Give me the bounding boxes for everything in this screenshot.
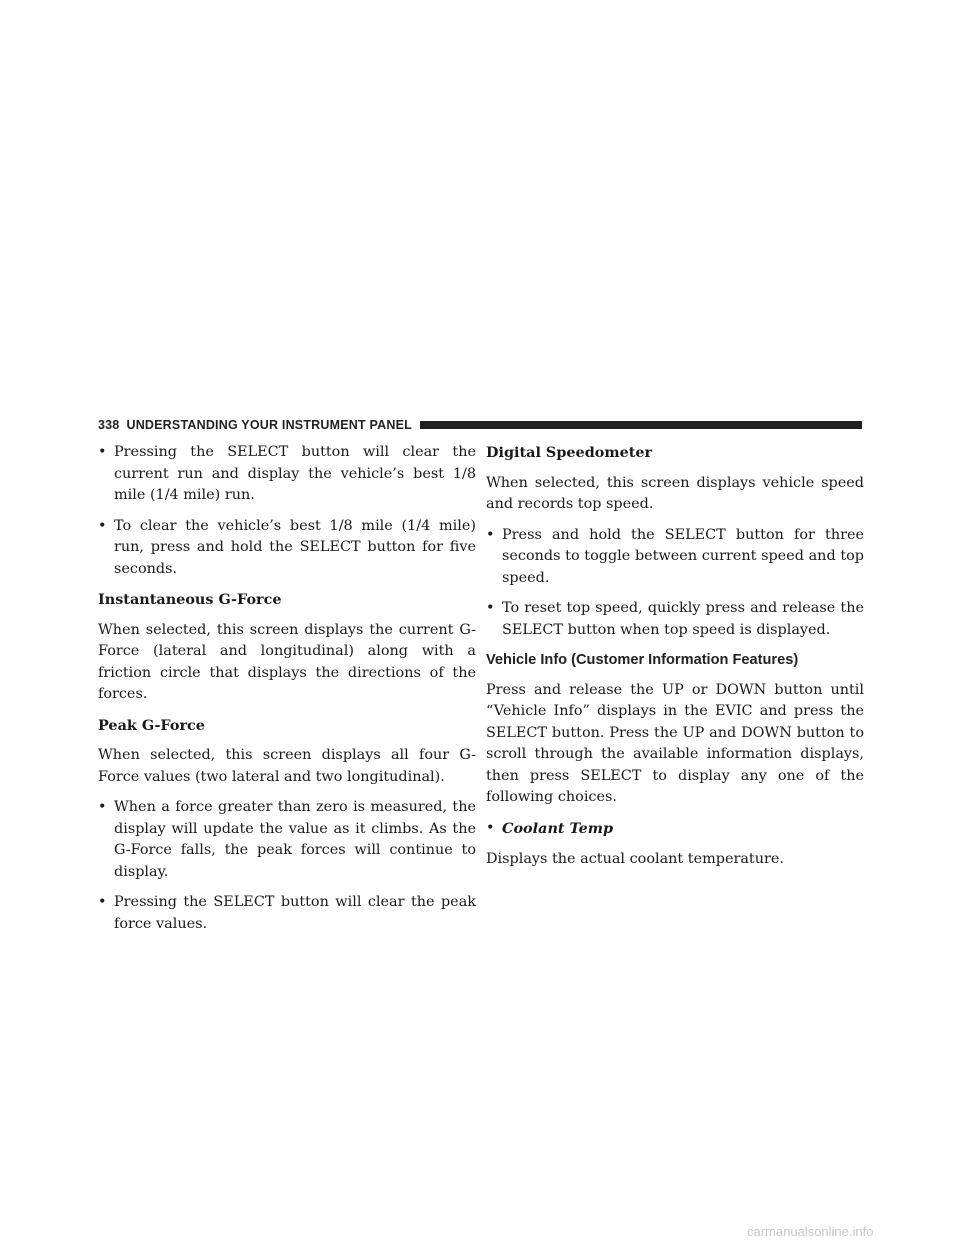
- coolant-temp-text: Displays the actual coolant temperature.: [486, 851, 784, 867]
- list-item-text: Pressing the SELECT button will clear the current run and display the vehicle’s best 1/8 mile (1/4 mile) run.: [114, 444, 476, 503]
- list-item-text: To clear the vehicle’s best 1/8 mile (1/4 mile) run, press and hold the SELECT button for five seconds.: [114, 517, 476, 577]
- list-item: [486, 525, 864, 590]
- list-item-text: Pressing the SELECT button will clear the peak force values.: [114, 894, 476, 932]
- coolant-temp-label: Coolant Temp: [502, 819, 614, 837]
- right-column: [486, 442, 864, 880]
- list-item: [98, 892, 476, 935]
- peak-g-force-text: When selected, this screen displays all four G-Force values (two lateral and two longitudinal).: [98, 747, 476, 785]
- bullet-glyph: •: [98, 894, 107, 910]
- bullet-glyph: •: [486, 600, 495, 616]
- list-item-text: Press and hold the SELECT button for three seconds to toggle between current speed and top speed.: [502, 526, 864, 586]
- bullet-glyph: •: [98, 799, 107, 815]
- list-item-text: When a force greater than zero is measured, the display will update the value as it climbs. As the G-Force falls, the peak forces will continue to display.: [114, 799, 476, 880]
- list-item: [486, 598, 864, 641]
- section-title: UNDERSTANDING YOUR INSTRUMENT PANEL: [126, 418, 412, 432]
- digital-speedometer-text: When selected, this screen displays vehicle speed and records top speed.: [486, 474, 864, 512]
- page-header: [98, 416, 862, 434]
- left-column: [98, 442, 476, 944]
- list-item: [98, 442, 476, 507]
- header-rule: [420, 421, 862, 429]
- bullet-glyph: •: [486, 819, 495, 836]
- instantaneous-g-force-heading: Instantaneous G-Force: [98, 591, 282, 608]
- list-item: [486, 818, 864, 841]
- watermark: carmanualsonline.info: [747, 1224, 874, 1239]
- digital-speedometer-heading: Digital Speedometer: [486, 444, 653, 461]
- instantaneous-g-force-text: When selected, this screen displays the current G-Force (lateral and longitudinal) along with a friction circle that displays the directions of the forces.: [98, 621, 476, 702]
- page-number: 338: [98, 418, 120, 432]
- bullet-glyph: •: [98, 444, 107, 460]
- list-item: [98, 516, 476, 581]
- list-item-text: To reset top speed, quickly press and release the SELECT button when top speed is displayed.: [502, 600, 864, 638]
- vehicle-info-text: Press and release the UP or DOWN button until “Vehicle Info” displays in the EVIC and press the SELECT button. Press the UP and DOWN button to scroll through the available information displays, then press SELECT to display any one of the following choices.: [486, 681, 864, 805]
- bullet-glyph: •: [98, 517, 107, 534]
- vehicle-info-heading: Vehicle Info (Customer Information Features): [486, 652, 799, 668]
- peak-g-force-heading: Peak G-Force: [98, 716, 205, 734]
- list-item: [98, 797, 476, 883]
- bullet-glyph: •: [486, 526, 495, 543]
